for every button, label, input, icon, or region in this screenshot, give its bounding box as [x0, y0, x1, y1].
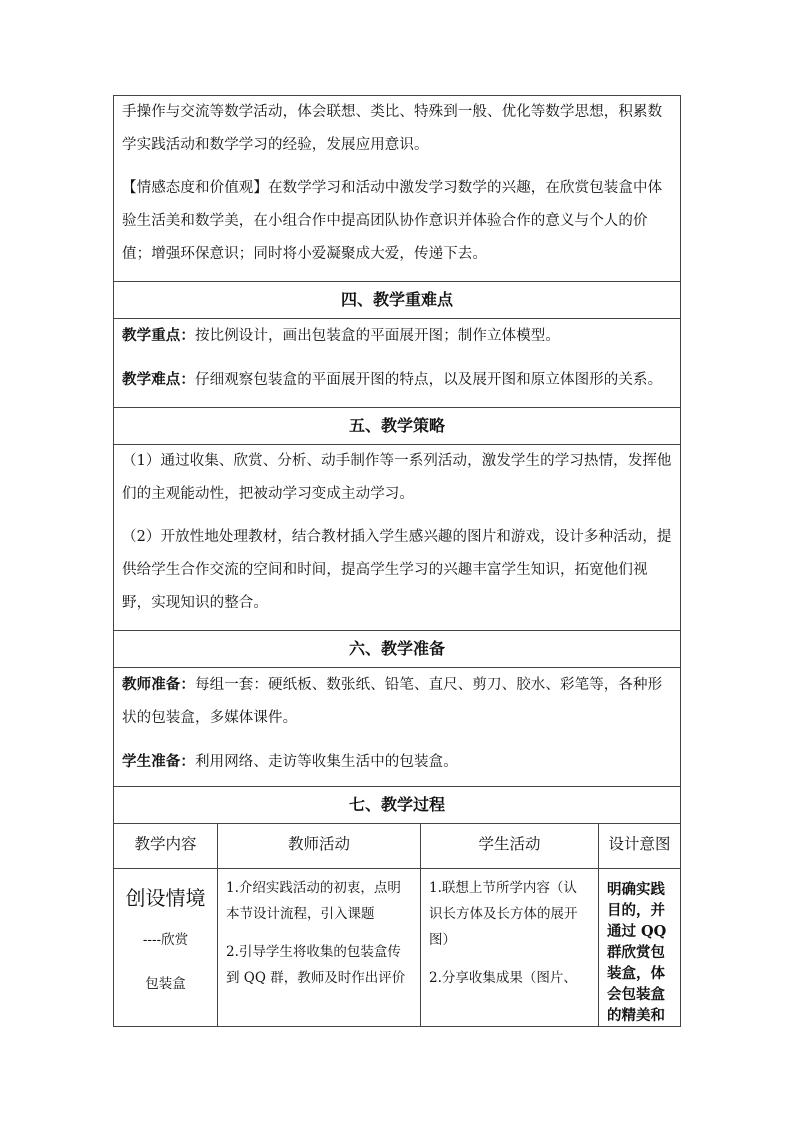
design-intent-text: 明确实践目的，并通过 QQ 群欣赏包装盒，体会包装盒的精美和 — [607, 881, 667, 1024]
teacher-prep-label: 教师准备： — [122, 676, 195, 693]
section5-body-row — [114, 445, 681, 631]
teacher-activity-cell — [218, 869, 421, 1027]
section7-title: 七、教学过程 — [349, 795, 446, 814]
process-row — [114, 869, 681, 1027]
student-activity-cell — [421, 869, 599, 1027]
objectives-row — [114, 96, 681, 282]
section7-header-row — [114, 787, 681, 824]
teacher-prep-text: 每组一套：硬纸板、数张纸、铅笔、直尺、剪刀、胶水、彩笔等，各种形状的包装盒，多媒体课件。 — [122, 677, 663, 726]
section6-header-row — [114, 631, 681, 668]
section6-title: 六、教学准备 — [349, 639, 446, 658]
section5-header-row — [114, 408, 681, 445]
student-activity-1: 1.联想上节所学内容（认识长方体及长方体的展开图） — [429, 880, 578, 948]
key-point-label: 教学重点： — [122, 327, 195, 344]
content-subtitle-2: 包装盒 — [145, 976, 186, 992]
difficult-point-line — [122, 363, 672, 397]
difficult-point-text: 仔细观察包装盒的平面展开图的特点，以及展开图和原立体图形的关系。 — [195, 372, 663, 388]
section4-header-row — [114, 282, 681, 319]
teacher-activity-2: 2.引导学生将收集的包装盒传到 QQ 群，教师及时作出评价 — [226, 944, 406, 986]
section6-body-row — [114, 668, 681, 787]
content-subtitle-1: ----欣赏 — [142, 932, 189, 948]
objectives-paragraph: 手操作与交流等数学活动，体会联想、类比、特殊到一般、优化等数学思想，积累数学实践活动和数学学习的经验，发展应用意识。 — [122, 104, 663, 153]
column-header-intent: 设计意图 — [608, 835, 671, 853]
section4-body-row — [114, 319, 681, 408]
student-prep-text: 利用网络、走访等收集生活中的包装盒。 — [195, 754, 458, 770]
section4-title: 四、教学重难点 — [341, 290, 454, 309]
lesson-plan-table — [113, 95, 681, 1027]
student-prep-label: 学生准备： — [122, 753, 195, 770]
design-intent-cell — [599, 869, 681, 1027]
objectives-text — [114, 96, 680, 271]
attitude-label: 【情感态度和价值观】 — [122, 180, 268, 196]
student-activity-2: 2.分享收集成果（图片、 — [429, 970, 577, 986]
teacher-activity-1: 1.介绍实践活动的初衷，点明本节设计流程，引入课题 — [226, 880, 401, 922]
content-title: 创设情境 — [125, 886, 206, 910]
key-point-text: 按比例设计，画出包装盒的平面展开图；制作立体模型。 — [195, 328, 560, 344]
column-header-content: 教学内容 — [134, 835, 197, 853]
attitude-text: 在数学学习和活动中激发学习数学的兴趣，在欣赏包装盒中体验生活美和数学美，在小组合作中提高团队协作意识并体验合作的意义与个人的价值；增强环保意识；同时将小爱凝聚成大爱，传递下去。 — [122, 180, 663, 262]
student-prep-line — [122, 745, 672, 779]
process-content-cell — [114, 869, 218, 1027]
strategy-paragraph-1: （1）通过收集、欣赏、分析、动手制作等一系列活动，激发学生的学习热情，发挥他们的主观能动性，把被动学习变成主动学习。 — [122, 453, 672, 502]
attitude-paragraph — [122, 172, 672, 271]
teacher-prep-line — [122, 668, 672, 735]
difficult-point-label: 教学难点： — [122, 371, 195, 388]
column-header-student: 学生活动 — [478, 835, 541, 853]
key-point-line — [122, 319, 672, 353]
column-header-teacher: 教师活动 — [287, 835, 350, 853]
strategy-paragraph-2: （2）开放性地处理教材，结合教材插入学生感兴趣的图片和游戏，设计多种活动，提供给学生合作交流的空间和时间，提高学生学习的兴趣丰富学生知识，拓宽他们视野，实现知识的整合。 — [122, 529, 672, 611]
section5-title: 五、教学策略 — [349, 416, 446, 435]
process-column-header-row — [114, 824, 681, 869]
